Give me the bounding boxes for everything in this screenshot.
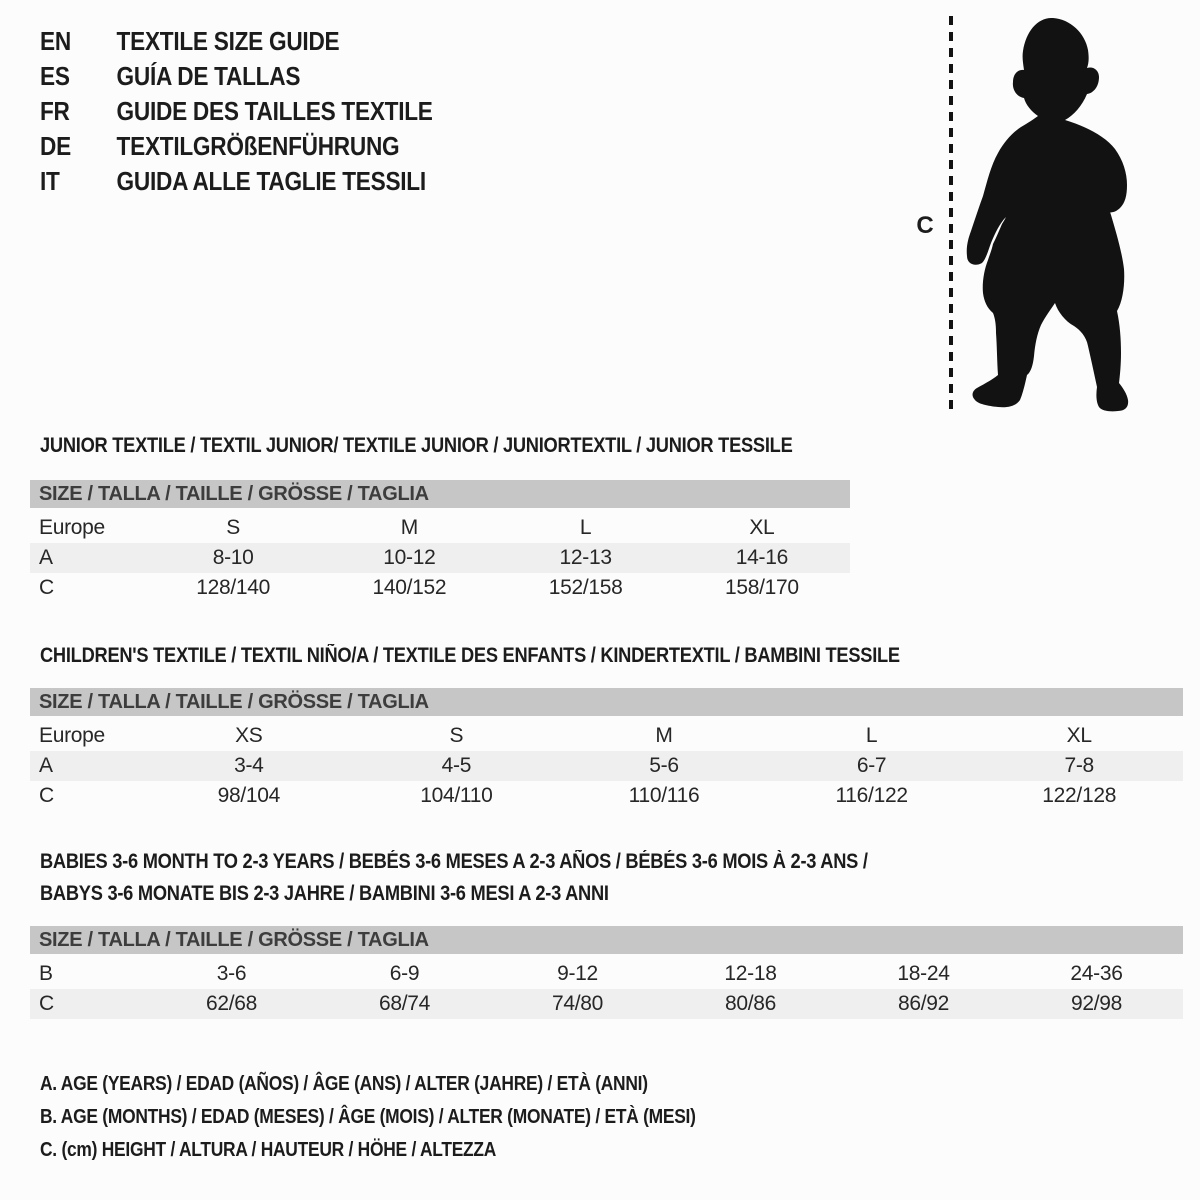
table-cell: 3-4 — [234, 754, 264, 777]
table-row — [30, 573, 850, 603]
table-cell: 4-5 — [441, 754, 472, 777]
toddler-silhouette — [967, 18, 1128, 411]
language-code: IT — [40, 166, 60, 196]
table-cell: S — [449, 724, 464, 747]
row-label: C — [39, 576, 54, 599]
row-label: C — [39, 992, 54, 1015]
table-row — [30, 781, 1183, 811]
table-cell: L — [865, 724, 878, 747]
table-cell: 10-12 — [383, 546, 436, 569]
table-row — [30, 959, 1183, 989]
language-row — [40, 59, 433, 94]
babies-section-title — [40, 846, 991, 910]
language-list — [40, 24, 491, 199]
language-row — [40, 24, 433, 59]
babies-size-table — [30, 926, 1183, 1019]
language-code: FR — [40, 96, 70, 126]
table-cell: 104/110 — [420, 784, 493, 807]
language-code: ES — [40, 61, 70, 91]
language-label: TEXTILGRÖßENFÜHRUNG — [116, 131, 400, 161]
table-row — [30, 989, 1183, 1019]
table-cell: 6-9 — [389, 962, 420, 985]
table-row — [30, 721, 1183, 751]
table-cell: 14-16 — [735, 546, 788, 569]
size-header-bar: SIZE / TALLA / TAILLE / GRÖSSE / TAGLIA — [30, 926, 1183, 954]
table-cell: 116/122 — [835, 784, 908, 807]
table-row — [30, 751, 1183, 781]
measurement-legend — [40, 1068, 794, 1167]
language-code: EN — [40, 26, 71, 56]
row-label: A — [39, 546, 53, 569]
table-cell: L — [579, 516, 592, 539]
legend-line-c: C. (cm) HEIGHT / ALTURA / HAUTEUR / HÖHE / ALTEZZA — [40, 1139, 497, 1161]
language-label: TEXTILE SIZE GUIDE — [116, 26, 340, 56]
legend-line-b: B. AGE (MONTHS) / EDAD (MESES) / ÂGE (MOIS) / ALTER (MONATE) / ETÀ (MESI) — [40, 1106, 696, 1128]
language-label: GUIDA ALLE TAGLIE TESSILI — [116, 166, 426, 196]
table-cell: 24-36 — [1070, 962, 1123, 985]
table-cell: 12-13 — [559, 546, 612, 569]
table-cell: 74/80 — [551, 992, 604, 1015]
table-cell: S — [226, 516, 240, 539]
table-cell: 62/68 — [205, 992, 258, 1015]
table-cell: 12-18 — [724, 962, 777, 985]
language-row — [40, 129, 433, 164]
language-row — [40, 94, 433, 129]
children-size-table — [30, 688, 1183, 811]
table-cell: XS — [235, 724, 263, 747]
table-cell: 98/104 — [217, 784, 281, 807]
junior-size-rows — [30, 513, 850, 603]
size-header-bar: SIZE / TALLA / TAILLE / GRÖSSE / TAGLIA — [30, 480, 850, 508]
row-label: C — [39, 784, 54, 807]
junior-size-table — [30, 480, 850, 603]
row-label: Europe — [39, 516, 105, 539]
table-cell: 3-6 — [216, 962, 247, 985]
row-label: B — [39, 962, 53, 985]
table-cell: M — [655, 724, 673, 747]
table-cell: 152/158 — [548, 576, 623, 599]
size-header-bar: SIZE / TALLA / TAILLE / GRÖSSE / TAGLIA — [30, 688, 1183, 716]
table-row — [30, 513, 850, 543]
language-row — [40, 164, 433, 199]
table-cell: 92/98 — [1070, 992, 1123, 1015]
table-cell: 80/86 — [724, 992, 777, 1015]
language-code: DE — [40, 131, 71, 161]
table-cell: M — [400, 516, 418, 539]
table-cell: 6-7 — [856, 754, 887, 777]
height-measure-label: C — [916, 212, 934, 239]
table-cell: 18-24 — [897, 962, 950, 985]
row-label: A — [39, 754, 53, 777]
babies-size-rows — [30, 959, 1183, 1019]
table-cell: 110/116 — [628, 784, 700, 807]
babies-title-line-1: BABIES 3-6 MONTH TO 2-3 YEARS / BEBÉS 3-6 MESES A 2-3 AÑOS / BÉBÉS 3-6 MOIS À 2-3 ANS / — [40, 850, 868, 873]
legend-line-a: A. AGE (YEARS) / EDAD (AÑOS) / ÂGE (ANS) / ALTER (JAHRE) / ETÀ (ANNI) — [40, 1073, 648, 1095]
table-cell: XL — [1066, 724, 1092, 747]
table-cell: XL — [749, 516, 775, 539]
table-cell: 9-12 — [557, 962, 598, 985]
table-cell: 140/152 — [372, 576, 447, 599]
table-cell: 86/92 — [897, 992, 950, 1015]
children-size-rows — [30, 721, 1183, 811]
table-cell: 122/128 — [1042, 784, 1117, 807]
children-section-title: CHILDREN'S TEXTILE / TEXTIL NIÑO/A / TEXTILE DES ENFANTS / KINDERTEXTIL / BAMBINI TESSILE — [40, 644, 900, 667]
table-cell: 8-10 — [212, 546, 254, 569]
table-cell: 158/170 — [724, 576, 799, 599]
table-row — [30, 543, 850, 573]
table-cell: 7-8 — [1064, 754, 1094, 777]
junior-section-title: JUNIOR TEXTILE / TEXTIL JUNIOR/ TEXTILE JUNIOR / JUNIORTEXTIL / JUNIOR TESSILE — [40, 434, 793, 457]
babies-title-line-2: BABYS 3-6 MONATE BIS 2-3 JAHRE / BAMBINI 3-6 MESI A 2-3 ANNI — [40, 882, 609, 905]
table-cell: 128/140 — [196, 576, 271, 599]
table-cell: 68/74 — [378, 992, 431, 1015]
language-label: GUIDE DES TAILLES TEXTILE — [116, 96, 433, 126]
toddler-silhouette-figure — [930, 12, 1150, 416]
row-label: Europe — [39, 724, 105, 747]
table-cell: 5-6 — [649, 754, 679, 777]
language-label: GUÍA DE TALLAS — [116, 61, 301, 91]
